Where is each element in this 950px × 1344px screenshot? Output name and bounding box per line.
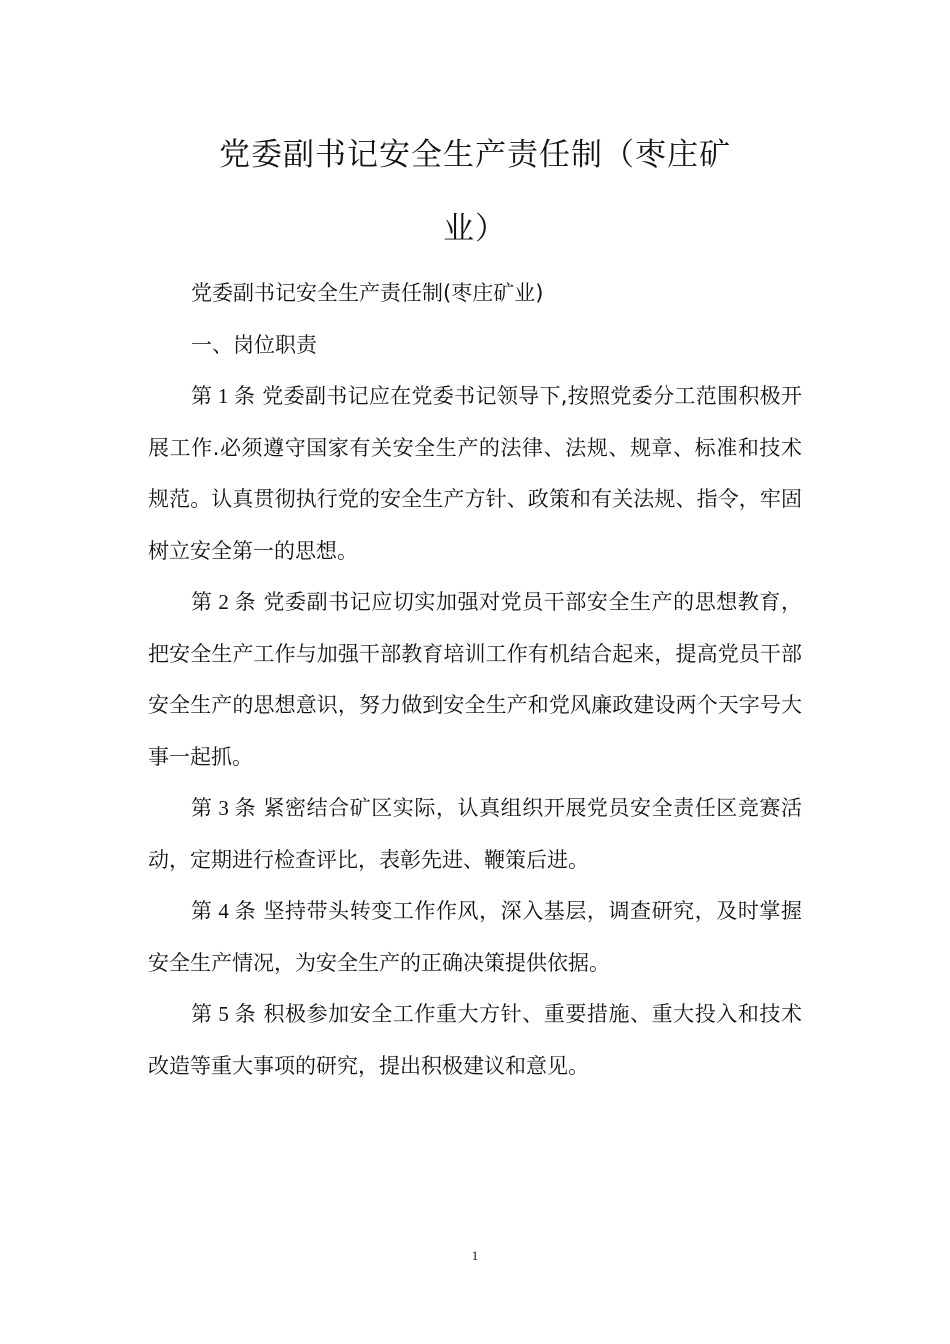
article-number: 第 4 条 (191, 899, 257, 923)
article-2 (148, 577, 802, 783)
article-text: 积极参加安全工作重大方针、重要措施、重大投入和技术改造等重大事项的研究，提出积极建议和意见。 (148, 1002, 802, 1078)
title-line-2: 业） (443, 211, 507, 247)
article-number: 第 5 条 (191, 1002, 257, 1026)
article-1 (148, 371, 802, 577)
article-text: 党委副书记应在党委书记领导下,按照党委分工范围积极开展工作.必须遵守国家有关安全生产的法律、法规、规章、标准和技术规范。认真贯彻执行党的安全生产方针、政策和有关法规、指令，牢固树立安全第一的思想。 (148, 384, 802, 563)
page-number: 1 (471, 1248, 479, 1263)
document-body (148, 268, 802, 1092)
article-text: 坚持带头转变工作作风，深入基层，调查研究，及时掌握安全生产情况，为安全生产的正确决策提供依据。 (148, 899, 802, 975)
article-5 (148, 989, 802, 1092)
article-number: 第 3 条 (191, 796, 257, 820)
article-number: 第 1 条 (191, 384, 256, 408)
article-4 (148, 886, 802, 989)
title-line-1: 党委副书记安全生产责任制（枣庄矿 (219, 137, 731, 173)
article-3 (148, 783, 802, 886)
article-text: 党委副书记应切实加强对党员干部安全生产的思想教育，把安全生产工作与加强干部教育培训工作有机结合起来，提高党员干部安全生产的思想意识，努力做到安全生产和党风廉政建设两个天字号大事一起抓。 (148, 590, 802, 769)
document-title (148, 118, 802, 266)
section-heading: 一、岗位职责 (191, 332, 317, 357)
subtitle: 党委副书记安全生产责任制(枣庄矿业) (191, 281, 544, 305)
article-text: 紧密结合矿区实际，认真组织开展党员安全责任区竞赛活动，定期进行检查评比，表彰先进、鞭策后进。 (148, 796, 802, 872)
article-number: 第 2 条 (191, 590, 257, 614)
